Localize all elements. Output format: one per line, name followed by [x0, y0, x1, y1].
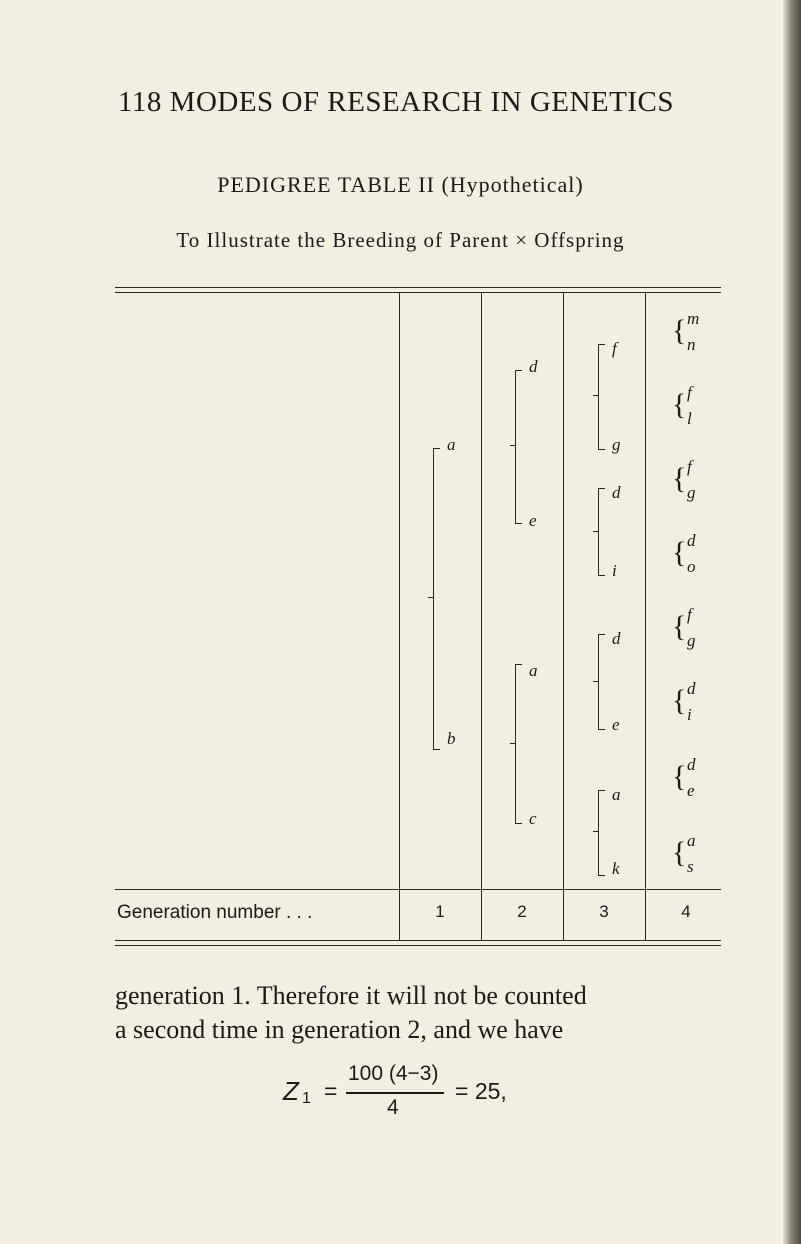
pedigree-brace: {	[672, 388, 687, 421]
table-subtitle: To Illustrate the Breeding of Parent × Offspring	[176, 228, 625, 252]
generation-row-label: Generation number . . .	[117, 902, 313, 923]
pedigree-bracket	[515, 370, 522, 524]
gen2-label: d	[529, 357, 538, 376]
gen4-label: m	[687, 309, 700, 328]
body-line: generation 1. Therefore it will not be counted	[115, 981, 587, 1010]
equation-result: = 25,	[455, 1078, 507, 1104]
equation-variable: Z	[283, 1076, 299, 1106]
fraction-bar	[346, 1092, 444, 1094]
pedigree-brace: {	[672, 462, 687, 495]
gen4-label: e	[687, 781, 695, 800]
gen1-label: a	[447, 435, 456, 454]
gen4-label: a	[687, 831, 696, 850]
table-bottom-rule-2	[115, 945, 721, 946]
equation-numerator: 100 (4−3)	[348, 1062, 439, 1085]
gen2-label: e	[529, 511, 537, 530]
gen4-label: n	[687, 335, 696, 354]
generation-number: 1	[435, 902, 445, 921]
pedigree-brace: {	[672, 536, 687, 569]
gen4-label: l	[687, 409, 692, 428]
gen3-label: k	[612, 859, 620, 878]
pedigree-brace: {	[672, 610, 687, 643]
pedigree-brace: {	[672, 684, 687, 717]
pedigree-bracket	[515, 664, 522, 824]
pedigree-bracket	[433, 448, 440, 750]
generation-number: 4	[681, 902, 691, 921]
gen3-label: i	[612, 561, 617, 580]
gen4-label: o	[687, 557, 696, 576]
gen4-label: d	[687, 531, 696, 550]
pedigree-brace: {	[672, 836, 687, 869]
pedigree-brace: {	[672, 314, 687, 347]
pedigree-bracket	[598, 488, 605, 576]
table-top-rule	[115, 287, 721, 288]
gen3-label: g	[612, 435, 621, 454]
body-line: a second time in generation 2, and we have	[115, 1015, 564, 1044]
gen4-label: i	[687, 705, 692, 724]
equation-subscript: 1	[302, 1090, 311, 1107]
column-divider	[481, 292, 482, 940]
gen4-label: f	[687, 457, 692, 476]
pedigree-brace: {	[672, 760, 687, 793]
gen3-label: d	[612, 629, 621, 648]
column-divider	[645, 292, 646, 940]
pedigree-bracket	[598, 344, 605, 450]
equation-equals: =	[324, 1078, 338, 1104]
generation-row-rule	[115, 889, 721, 890]
running-head: 118 MODES OF RESEARCH IN GENETICS	[118, 86, 674, 118]
gen2-label: c	[529, 809, 537, 828]
table-top-rule-2	[115, 292, 721, 293]
gen4-label: d	[687, 679, 696, 698]
gen4-label: g	[687, 483, 696, 502]
table-bottom-rule	[115, 940, 721, 941]
gen4-label: f	[687, 383, 692, 402]
gen1-label: b	[447, 729, 456, 748]
gen2-label: a	[529, 661, 538, 680]
column-divider	[563, 292, 564, 940]
gen4-label: f	[687, 605, 692, 624]
gen4-label: s	[687, 857, 694, 876]
gen4-label: d	[687, 755, 696, 774]
pedigree-bracket	[598, 790, 605, 876]
pedigree-bracket	[598, 634, 605, 730]
gen4-label: g	[687, 631, 696, 650]
table-title: PEDIGREE TABLE II (Hypothetical)	[217, 172, 584, 197]
gen3-label: f	[612, 339, 617, 358]
equation-denominator: 4	[387, 1096, 399, 1119]
generation-number: 2	[517, 902, 527, 921]
column-divider	[399, 292, 400, 940]
generation-number: 3	[599, 902, 609, 921]
gen3-label: d	[612, 483, 621, 502]
gen3-label: e	[612, 715, 620, 734]
gen3-label: a	[612, 785, 621, 804]
